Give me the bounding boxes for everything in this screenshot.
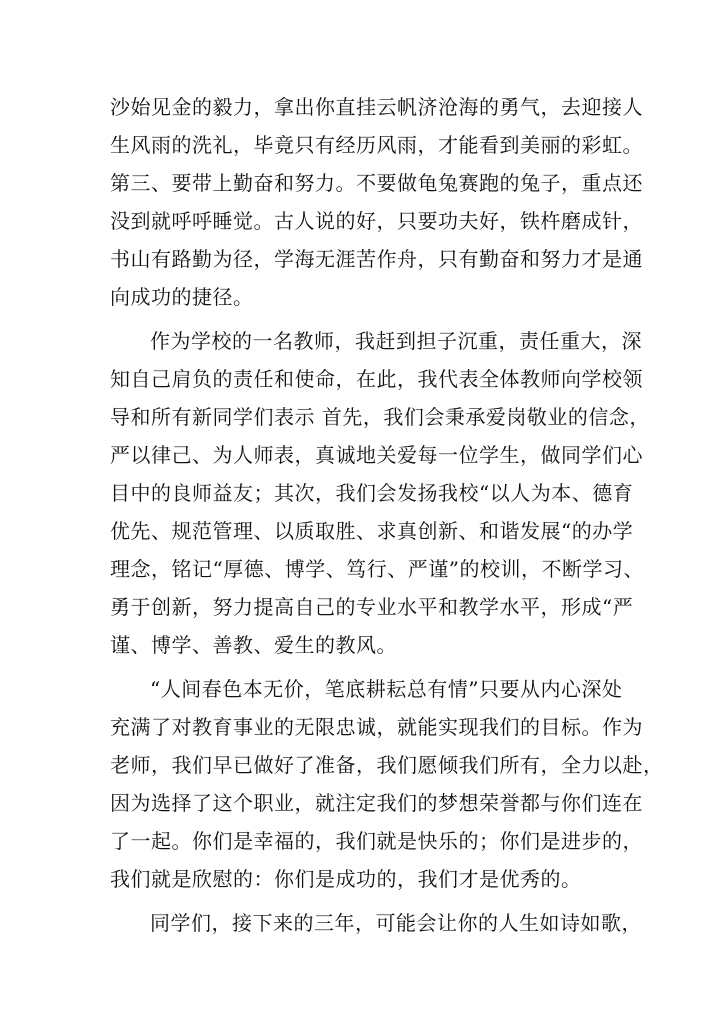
text-line: 没到就呼呼睡觉。古人说的好，只要功夫好，铁杵磨成针， — [110, 209, 643, 233]
text-line: 谨、博学、善教、爱生的教风。 — [110, 633, 397, 657]
text-line: 我们就是欣慰的：你们是成功的，我们才是优秀的。 — [110, 867, 582, 891]
text-line: 作为学校的一名教师，我赶到担子沉重，责任重大，深 — [150, 329, 642, 353]
text-line: 因为选择了这个职业，就注定我们的梦想荣誉都与你们连在 — [110, 791, 643, 815]
text-line: 书山有路勤为径，学海无涯苦作舟，只有勤奋和努力才是通 — [110, 247, 643, 271]
text-line: 优先、规范管理、以质取胜、求真创新、和谐发展“的办学 — [110, 519, 634, 543]
text-line: 目中的良师益友；其次，我们会发扬我校“以人为本、德育 — [110, 481, 634, 505]
text-line: 沙始见金的毅力，拿出你直挂云帆济沧海的勇气，去迎接人 — [110, 95, 643, 119]
text-line: 知自己肩负的责任和使命，在此，我代表全体教师向学校领 — [110, 367, 643, 391]
text-line: 勇于创新，努力提高自己的专业水平和教学水平，形成“严 — [110, 595, 634, 619]
text-line: 充满了对教育事业的无限忠诚，就能实现我们的目标。作为 — [110, 715, 643, 739]
body-text — [110, 88, 664, 942]
text-line: 了一起。你们是幸福的，我们就是快乐的；你们是进步的， — [110, 829, 643, 853]
text-line: 向成功的捷径。 — [110, 285, 254, 309]
text-line: 同学们，接下来的三年，可能会让你的人生如诗如歌， — [150, 911, 642, 935]
text-line: 第三、要带上勤奋和努力。不要做龟兔赛跑的兔子，重点还 — [110, 171, 643, 195]
text-line: 导和所有新同学们表示 首先，我们会秉承爱岗敬业的信念， — [110, 405, 650, 429]
text-line: 生风雨的洗礼，毕竟只有经历风雨，才能看到美丽的彩虹。 — [110, 133, 643, 157]
text-line: “人间春色本无价，笔底耕耘总有情”只要从内心深处 — [150, 677, 623, 701]
text-line: 老师，我们早已做好了准备，我们愿倾我们所有，全力以赴， — [110, 753, 664, 777]
text-line: 理念，铭记“厚德、博学、笃行、严谨”的校训，不断学习、 — [110, 557, 644, 581]
text-line: 严以律己、为人师表，真诚地关爱每一位学生，做同学们心 — [110, 443, 643, 467]
